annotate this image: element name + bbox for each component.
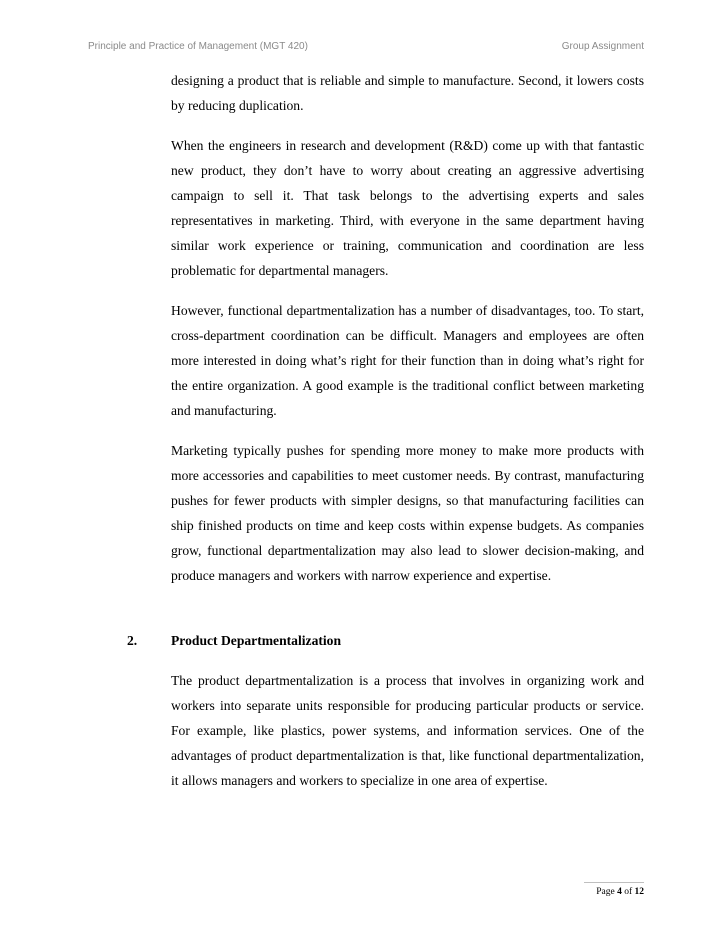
section-paragraph: The product departmentalization is a process that involves in organizing work and workers into separate units responsible for producing particular products or service. For example, like plastics, power systems, and information services. One of the advantages of product departmentalization is that, like functional departmentalization, it allows managers and workers to specialize in one area of expertise. — [171, 673, 644, 788]
section-number: 2. — [127, 633, 138, 648]
page-of-label: of — [624, 887, 633, 897]
page-footer — [596, 887, 644, 897]
section-heading — [127, 628, 644, 653]
section-spacer — [171, 603, 644, 628]
page-total: 12 — [634, 887, 644, 897]
header-course-title: Principle and Practice of Management (MGT 420) — [88, 41, 308, 52]
body-paragraph: However, functional departmentalization has a number of disadvantages, too. To start, cross-department coordination can be difficult. Managers and employees are often more interested in doing what’s right for their function than in doing what’s right for the entire organization. A good example is the traditional conflict between marketing and manufacturing. — [171, 303, 644, 418]
body-paragraph: designing a product that is reliable and simple to manufacture. Second, it lowers costs by reducing duplication. — [171, 73, 644, 113]
footer-rule — [584, 882, 644, 883]
header-document-type: Group Assignment — [561, 41, 644, 52]
section-title: Product Departmentalization — [171, 633, 342, 648]
page-current: 4 — [617, 887, 622, 897]
body-paragraph: When the engineers in research and development (R&D) come up with that fantastic new product, they don’t have to worry about creating an aggressive advertising campaign to sell it. That task belongs to the advertising experts and sales representatives in marketing. Third, with everyone in the same department having similar work experience or training, communication and coordination are less problematic for departmental managers. — [171, 138, 644, 278]
body-paragraph: Marketing typically pushes for spending more money to make more products with more accessories and capabilities to meet customer needs. By contrast, manufacturing pushes for fewer products with simpler designs, so that manufacturing facilities can ship finished products on time and keep costs within expense budgets. As companies grow, functional departmentalization may also lead to slower decision-making, and produce managers and workers with narrow experience and expertise. — [171, 443, 644, 583]
page-label: Page — [596, 887, 615, 897]
page-body — [127, 68, 644, 808]
page-header — [88, 41, 644, 57]
